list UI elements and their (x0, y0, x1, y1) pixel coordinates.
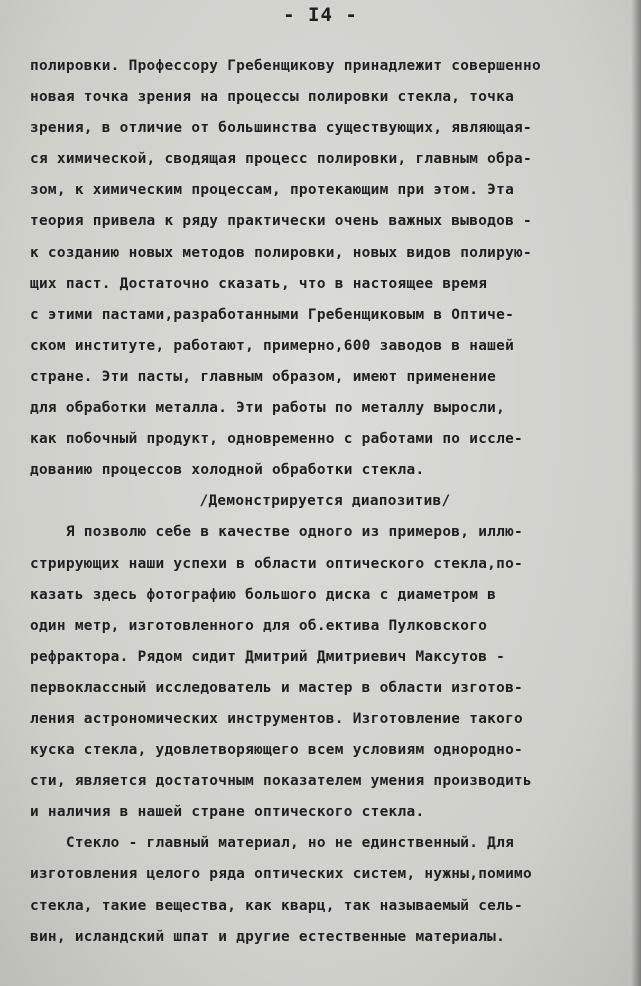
text-line: с этими пастами,разработанными Гребенщиковым в Оптиче- (30, 306, 515, 323)
text-line: полировки. Профессору Гребенщикову принадлежит совершенно (30, 58, 541, 74)
text-line: казать здесь фотографию большого диска с диаметром в (30, 586, 497, 603)
text-line: стране. Эти пасты, главным образом, имеют применение (30, 368, 497, 385)
text-line: первоклассный исследователь и мастер в области изготов- (30, 679, 524, 696)
text-line: дованию процессов холодной обработки стекла. (30, 462, 425, 479)
text-line: ся химической, сводящая процесс полировки, главным обра- (30, 151, 532, 168)
text-line: теория привела к ряду практически очень важных выводов - (30, 213, 532, 230)
text-line: рефрактора. Рядом сидит Дмитрий Дмитриевич Максутов - (30, 648, 506, 665)
text-line: к созданию новых методов полировки, новых видов полирую- (30, 244, 532, 261)
text-line: куска стекла, удовлетворяющего всем условиям однородно- (30, 742, 524, 759)
text-line: зом, к химическим процессам, протекающим при этом. Эта (30, 182, 515, 199)
typewritten-body (30, 51, 620, 953)
text-line: зрения, в отличие от большинства существующих, являющая- (30, 120, 532, 137)
text-line: новая точка зрения на процессы полировки стекла, точка (30, 89, 515, 106)
text-line: вин, исландский шпат и другие естественные материалы. (30, 928, 506, 945)
text-line: как побочный продукт, одновременно с работами по иссле- (30, 431, 524, 448)
text-line: и наличия в нашей стране оптического стекла. (30, 804, 425, 821)
page-edge-shadow (631, 0, 641, 986)
text-line: ском институте, работают, примерно,600 заводов в нашей (30, 337, 515, 354)
text-line: изготовления целого ряда оптических систем, нужны,помимо (30, 866, 532, 883)
text-line: щих паст. Достаточно сказать, что в настоящее время (30, 275, 488, 292)
text-line: ления астрономических инструментов. Изготовление такого (30, 710, 524, 727)
text-line: для обработки металла. Эти работы по металлу выросли, (30, 400, 506, 417)
text-line: Стекло - главный материал, но не единственный. Для (30, 835, 515, 852)
page-number: - I4 - (283, 4, 358, 26)
text-line: /Демонстрируется диапозитив/ (199, 493, 451, 510)
text-line: один метр, изготовленного для об.ектива Пулковского (30, 617, 488, 634)
text-line: сти, является достаточным показателем умения производить (30, 773, 532, 790)
text-line: стекла, такие вещества, как кварц, так называемый сель- (30, 897, 524, 914)
text-line: стрирующих наши успехи в области оптического стекла,по- (30, 555, 524, 572)
text-line: Я позволю себе в качестве одного из примеров, иллю- (30, 524, 524, 541)
